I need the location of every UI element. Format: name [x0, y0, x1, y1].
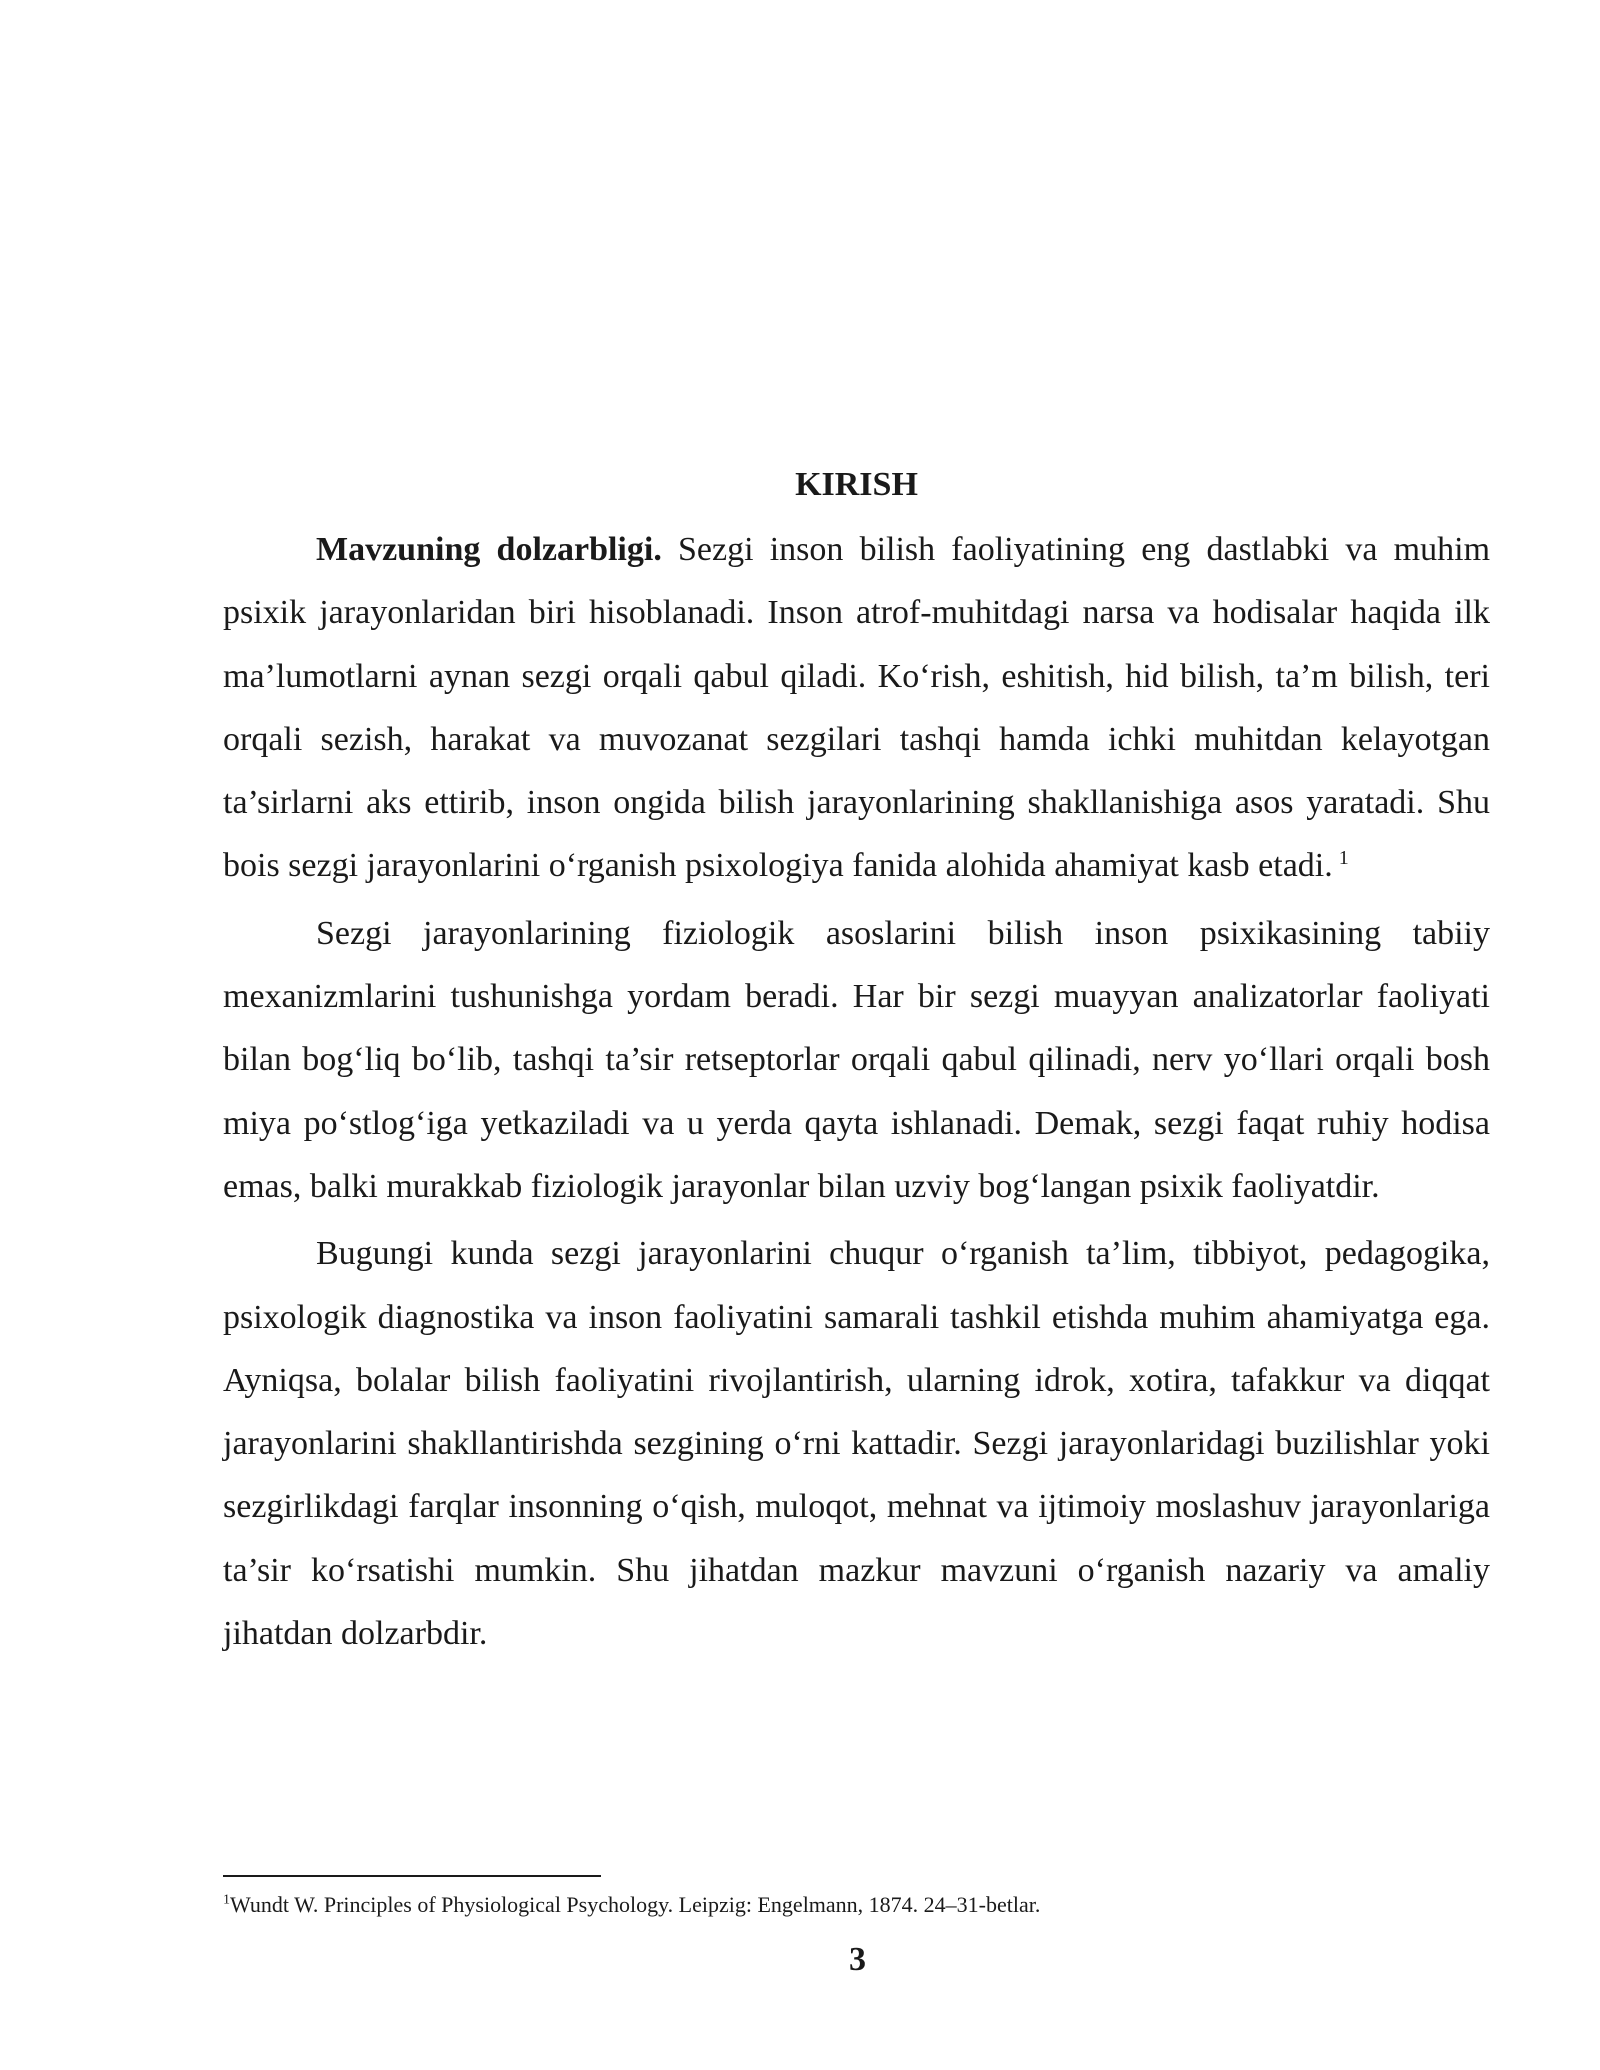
footnote — [223, 1890, 1490, 1920]
paragraph-lead: Mavzuning dolzarbligi. — [316, 531, 662, 568]
section-heading: KIRISH — [795, 466, 918, 503]
paragraph-importance — [223, 1222, 1490, 1665]
paragraph-relevance — [223, 518, 1490, 898]
page-number: 3 — [849, 1941, 866, 1978]
paragraph-text: Bugungi kunda sezgi jarayonlarini chuqur o‘rganish ta’lim, tibbiyot, pedagogika, psixologik diagnostika va inson faoliyatini samarali tashkil etishda muhim ahamiyatga ega. Ayniqsa, bolalar bilish faoliyatini rivojlantirish, ularning idrok, xotira, tafakkur va diqqat jarayonlarini shakllantirishda sezgining o‘rni kattadir. Sezgi jarayonlaridagi buzilishlar yoki sezgirlikdagi farqlar insonning o‘qish, muloqot, mehnat va ijtimoiy moslashuv jarayonlariga ta’sir ko‘rsatishi mumkin. Shu jihatdan mazkur mavzuni o‘rganish nazariy va amaliy jihatdan dolzarbdir. — [223, 1235, 1490, 1653]
footnote-reference[interactable]: 1 — [1338, 847, 1349, 870]
footnote-separator — [223, 1875, 601, 1877]
paragraph-text: Sezgi inson bilish faoliyatining eng dastlabki va muhim psixik jarayonlaridan biri hisoblanadi. Inson atrof-muhitdagi narsa va hodisalar haqida ilk ma’lumotlarni aynan sezgi orqali qabul qiladi. Ko‘rish, eshitish, hid bilish, ta’m bilish, teri orqali sezish, harakat va muvozanat sezgilari tashqi hamda ichki muhitdan kelayotgan ta’sirlarni aks ettirib, inson ongida bilish jarayonlarining shakllanishiga asos yaratadi. Shu bois sezgi jarayonlarini o‘rganish psixologiya fanida alohida ahamiyat kasb etadi. — [223, 531, 1491, 885]
footnote-number: 1 — [223, 1892, 230, 1908]
footnote-text: Wundt W. Principles of Physiological Psychology. Leipzig: Engelmann, 1874. 24–31-betlar. — [230, 1892, 1041, 1917]
paragraph-text: Sezgi jarayonlarining fiziologik asoslarini bilish inson psixikasining tabiiy mexanizmlarini tushunishga yordam beradi. Har bir sezgi muayyan analizatorlar faoliyati bilan bog‘liq bo‘lib, tashqi ta’sir retseptorlar orqali qabul qilinadi, nerv yo‘llari orqali bosh miya po‘stlog‘iga yetkaziladi va u yerda qayta ishlanadi. Demak, sezgi faqat ruhiy hodisa emas, balki murakkab fiziologik jarayonlar bilan uzviy bog‘langan psixik faoliyatdir. — [223, 914, 1490, 1205]
paragraph-physiology — [223, 902, 1490, 1218]
main-content — [223, 460, 1490, 1669]
